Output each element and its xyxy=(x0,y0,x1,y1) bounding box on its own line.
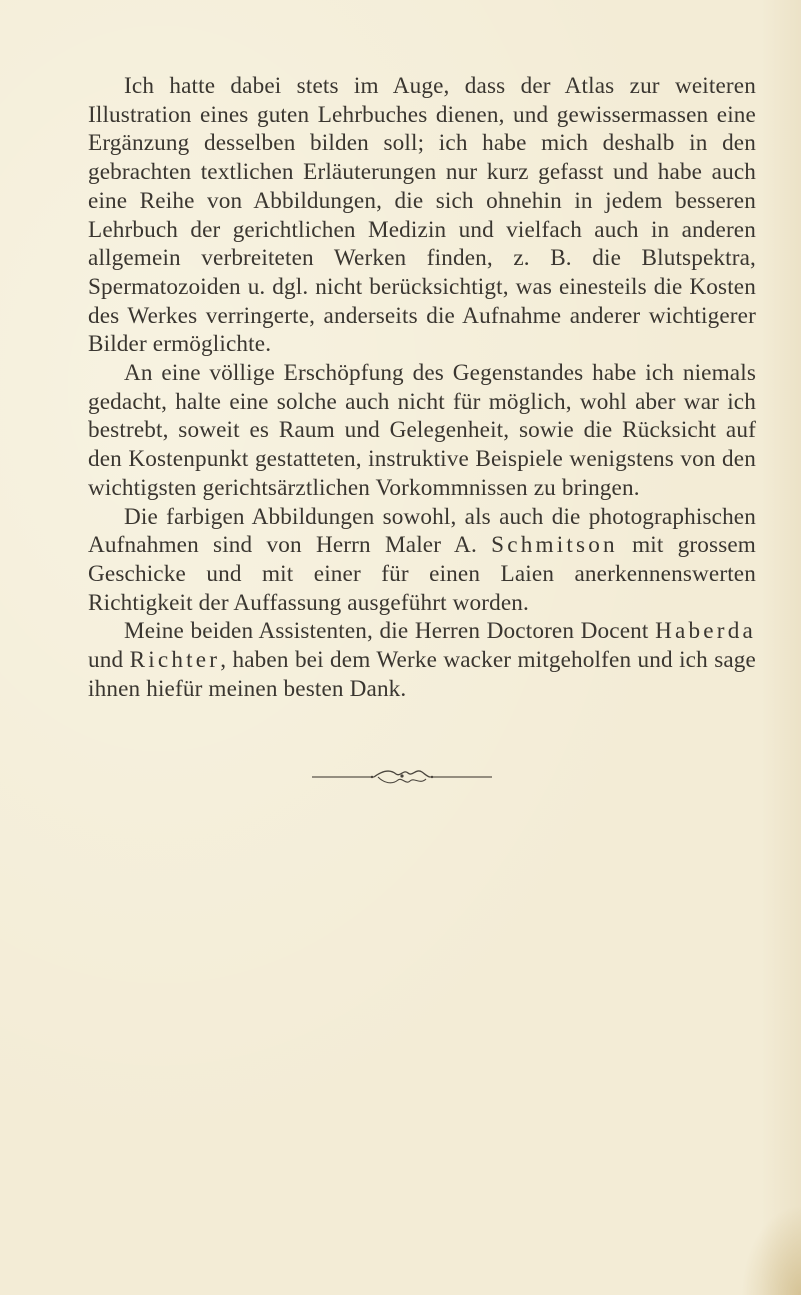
paragraph-4-end: , haben bei dem Werke wacker mitgeholfen und ich sage ihnen hiefür meinen besten Dank. xyxy=(88,647,756,702)
paragraph-4-middle: und xyxy=(88,647,130,674)
name-richter: Richter xyxy=(129,647,221,674)
paragraph-4 xyxy=(88,617,756,703)
paragraph-2: An eine völlige Erschöpfung des Gegenstandes habe ich niemals gedacht, halte eine solche auch nicht für möglich, wohl aber war ich bestrebt, soweit es Raum und Gelegenheit, sowie die Rücksicht auf den Kostenpunkt gestatteten, instruktive Beispiele wenigstens von den wichtigsten gerichtsärztlichen Vorkommnissen zu bringen. xyxy=(88,360,756,501)
paragraph-3 xyxy=(88,503,756,618)
paragraph-1: Ich hatte dabei stets im Auge, dass der Atlas zur weiteren Illustration eines guten Lehrbuches dienen, und gewissermassen eine Ergänzung desselben bilden soll; ich habe mich deshalb in den gebrachten textlichen Erläuterungen nur kurz gefasst und habe auch eine Reihe von Abbildungen, die sich ohnehin in jedem besseren Lehrbuch der gerichtlichen Medizin und vielfach auch in anderen allgemein verbreiteten Werken finden, z. B. die Blutspektra, Spermatozoiden u. dgl. nicht berücksichtigt, was einesteils die Kosten des Werkes verringerte, anderseits die Aufnahme anderer wichtigerer Bilder ermöglichte. xyxy=(88,73,756,358)
name-schmitson: Schmitson xyxy=(491,532,618,559)
page-text xyxy=(88,72,756,703)
name-haberda: Haberda xyxy=(655,618,756,645)
paragraph-4-start: Meine beiden Assistenten, die Herren Doctoren Docent xyxy=(124,618,656,645)
paragraph-3-start: Die farbigen Abbildungen sowohl, als auch die photographischen Aufnahmen sind von Herrn Maler A. xyxy=(88,503,756,559)
paragraph-3-end: mit grossem Geschicke und mit einer für einen Laien anerkennenswerten Richtigkeit der Auffassung ausgeführt worden. xyxy=(88,532,756,616)
paper-stain xyxy=(741,1205,801,1295)
decorative-flourish-icon xyxy=(312,765,492,789)
